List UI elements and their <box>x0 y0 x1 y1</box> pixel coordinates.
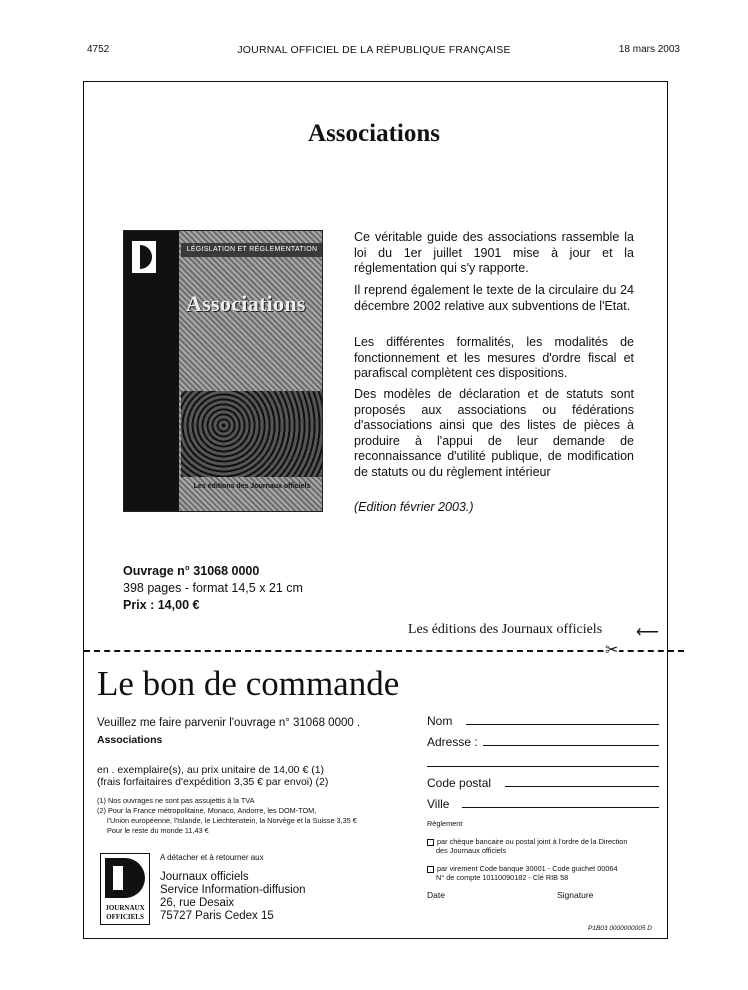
nom-field[interactable] <box>466 724 659 725</box>
reference-code: P1B03 0000000005 D <box>588 925 652 932</box>
cheque-checkbox[interactable] <box>427 839 434 846</box>
nom-label: Nom <box>427 714 453 728</box>
scissors-icon: ✂ <box>605 642 619 659</box>
edition-note: (Edition février 2003.) <box>354 500 474 514</box>
signature-label: Signature <box>557 890 594 900</box>
cheque-label: par chèque bancaire ou postal joint à l'ordre de la Direction <box>437 837 628 846</box>
logo-text-officiels: OFFICIELS <box>106 913 144 921</box>
address-line: 26, rue Desaix <box>160 897 235 909</box>
publisher-line: Les éditions des Journaux officiels <box>408 622 603 637</box>
cover-photo <box>181 391 323 477</box>
virement-account: N° de compte 10110090182 - Clé RIB 58 <box>436 873 569 882</box>
footnote-2-cont: l'Union européenne, l'Islande, le Liechtenstein, la Norvège et la Suisse 3,35 € <box>107 816 357 825</box>
address-line: Journaux officiels <box>160 871 249 883</box>
logo-text-journaux: JOURNAUX <box>105 904 145 912</box>
order-request: Veuillez me faire parvenir l'ouvrage n° 31068 0000 . <box>97 717 361 729</box>
journaux-officiels-logo <box>100 853 150 925</box>
cheque-label-cont: des Journaux officiels <box>436 846 507 855</box>
cover-spine <box>124 231 179 511</box>
desc-paragraph: Des modèles de déclaration et de statuts sont proposés aux associations ou fédérations d'associations ainsi que des listes de pièces à produire à l'appui de leur demande de reconnaissance d'utilité publique, de modification de statuts ou du règlement intérieur <box>354 387 634 479</box>
adresse-field-line2[interactable] <box>427 766 659 767</box>
cover-imprint: Les éditions des Journaux officiels <box>193 483 311 490</box>
desc-paragraph: Ce véritable guide des associations rassemble la loi du 1er juillet 1901 mise à jour et la réglementation qui s'y rapporte. <box>354 230 634 275</box>
ville-field[interactable] <box>462 807 659 808</box>
jo-logo-icon <box>105 858 145 898</box>
cover-title: Associations <box>186 291 306 316</box>
ouvrage-number: Ouvrage n° 31068 0000 <box>123 564 260 578</box>
code-postal-label: Code postal <box>427 776 492 790</box>
ouvrage-price: Prix : 14,00 € <box>123 598 200 612</box>
adresse-field[interactable] <box>483 745 659 746</box>
ad-title: Associations <box>308 120 440 147</box>
footnote-1: (1) Nos ouvrages ne sont pas assujettis à la TVA <box>97 796 255 805</box>
page-number: 4752 <box>87 44 110 55</box>
ouvrage-pages: 398 pages - format 14,5 x 21 cm <box>123 581 303 595</box>
detach-instruction: A détacher et à retourner aux <box>160 853 264 862</box>
address-line: 75727 Paris Cedex 15 <box>160 910 274 922</box>
ville-label: Ville <box>427 797 450 811</box>
shipping-line: (frais forfaitaires d'expédition 3,35 € par envoi) (2) <box>97 776 329 788</box>
reglement-label: Règlement <box>427 819 463 828</box>
desc-paragraph: Les différentes formalités, les modalités de fonctionnement et les mesures d'ordre fiscal et parafiscal complètent ces dispositions. <box>354 335 634 380</box>
virement-checkbox[interactable] <box>427 866 434 873</box>
cut-line <box>84 650 684 652</box>
order-form-title: Le bon de commande <box>97 664 400 703</box>
footnote-2: (2) Pour la France métropolitaine, Monaco, Andorre, les DOM-TOM, <box>97 806 317 815</box>
virement-label: par virement Code banque 30001 - Code guichet 00064 <box>437 864 618 873</box>
date-label: Date <box>427 890 445 900</box>
journal-title: JOURNAL OFFICIEL DE LA RÉPUBLIQUE FRANÇAISE <box>237 44 511 56</box>
cover-band: LÉGISLATION ET RÉGLEMENTATION <box>181 243 323 257</box>
book-cover-image <box>123 230 323 512</box>
page-date: 18 mars 2003 <box>618 44 680 55</box>
code-postal-field[interactable] <box>505 786 659 787</box>
footnote-2-rest: Pour le reste du monde 11,43 € <box>107 826 209 835</box>
address-line: Service Information-diffusion <box>160 884 306 896</box>
adresse-label: Adresse : <box>427 735 478 749</box>
cover-logo-icon <box>132 241 156 273</box>
desc-paragraph: Il reprend également le texte de la circulaire du 24 décembre 2002 relative aux subventions de l'Etat. <box>354 283 634 313</box>
quantity-line: en . exemplaire(s), au prix unitaire de 14,00 € (1) <box>97 764 325 776</box>
arrow-left-icon: ⟵ <box>636 624 659 641</box>
order-item: Associations <box>97 734 163 746</box>
